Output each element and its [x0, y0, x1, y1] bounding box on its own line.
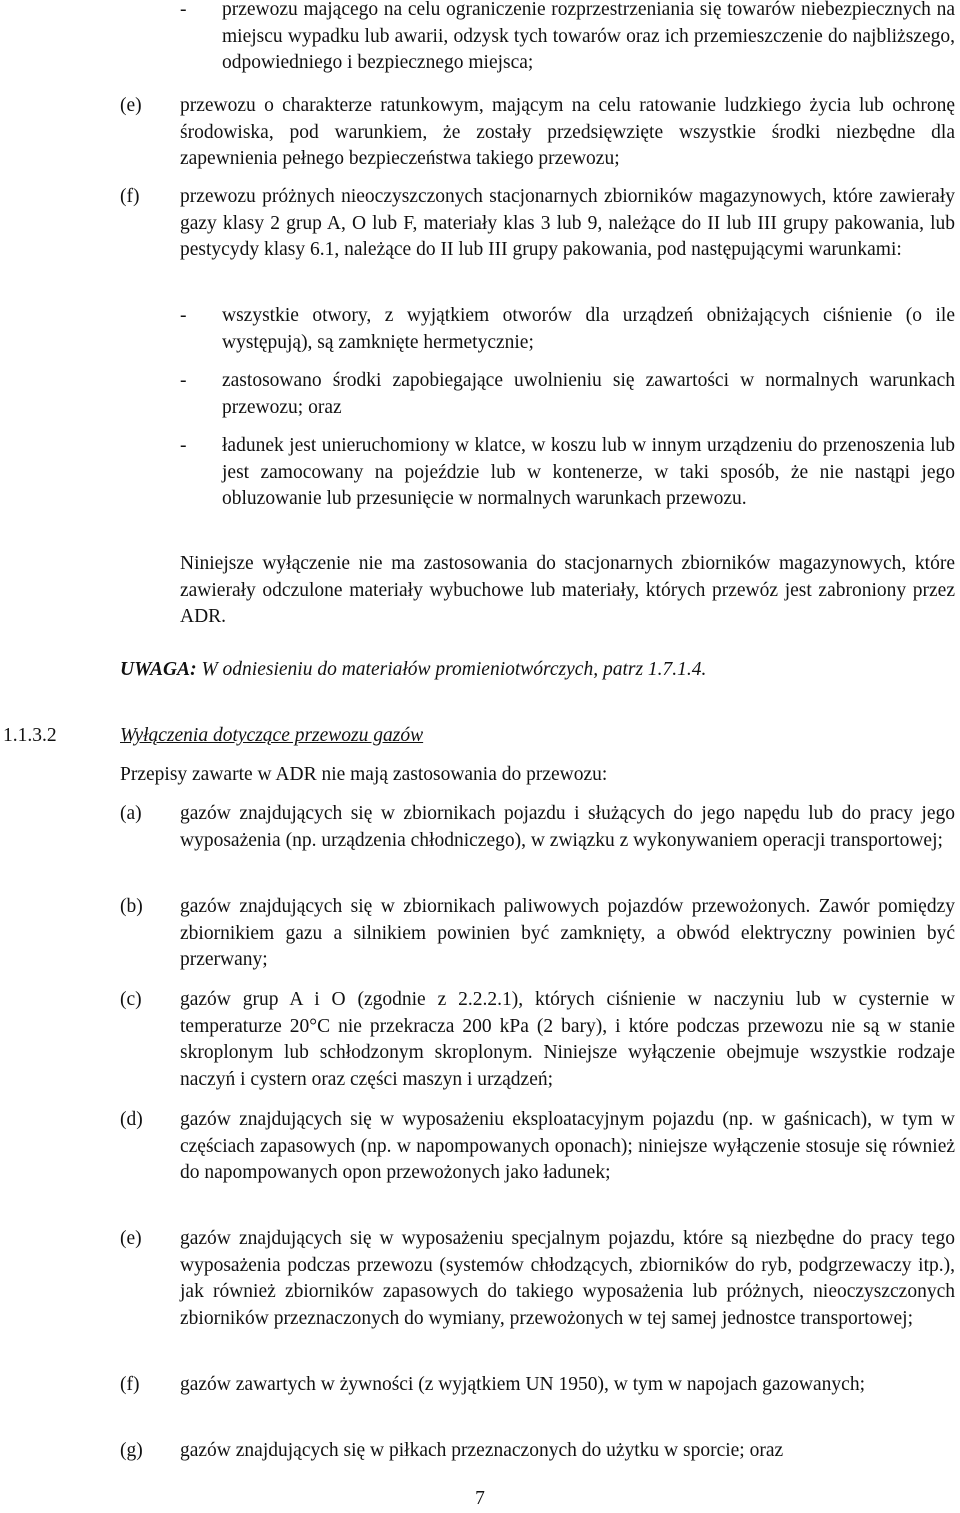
section-title: Wyłączenia dotyczące przewozu gazów [120, 725, 424, 746]
list-dash: - [180, 370, 187, 391]
list-label: (a) [120, 803, 142, 824]
list-item: gazów znajdujących się w zbiornikach paliwowych pojazdów przewożonych. Zawór pomiędzy zbiornikiem gazu a silnikiem powinien być zamknięty, a obwód elektryczny powinien być przerwany; [180, 896, 955, 970]
condition-item: ładunek jest unieruchomiony w klatce, w koszu lub w innym urządzeniu do przenoszenia lub jest zamocowany na pojeździe lub w kontenerze, w taki sposób, że nie nastąpi jego obluzowanie lub przesunięcie w normalnych warunkach przewozu. [222, 435, 955, 509]
list-label: (f) [120, 186, 140, 207]
note-text: W odniesieniu do materiałów promieniotwórczych, patrz 1.7.1.4. [201, 659, 707, 680]
list-label: (f) [120, 1374, 140, 1395]
note [120, 657, 955, 684]
condition-item: wszystkie otwory, z wyjątkiem otworów dla urządzeń obniżających ciśnienie (o ile występują), są zamknięte hermetycznie; [222, 305, 955, 353]
list-item: gazów znajdujących się w piłkach przeznaczonych do użytku w sporcie; oraz [180, 1440, 784, 1461]
list-dash: - [180, 305, 187, 326]
list-label: (e) [120, 95, 142, 116]
list-item: gazów zawartych w żywności (z wyjątkiem UN 1950), w tym w napojach gazowanych; [180, 1374, 865, 1395]
paragraph: przewozu o charakterze ratunkowym, mającym na celu ratowanie ludzkiego życia lub ochronę środowiska, pod warunkiem, że zostały przedsięwzięte wszystkie środki niezbędne dla zapewnienia pełnego bezpieczeństwa takiego przewozu; [180, 95, 955, 169]
list-item: gazów znajdujących się w wyposażeniu eksploatacyjnym pojazdu (np. w gaśnicach), w tym w częściach zapasowych (np. w napompowanych oponach); niniejsze wyłączenie stosuje się również do napompowanych opon przewożonych jako ładunek; [180, 1109, 955, 1183]
list-item: gazów znajdujących się w wyposażeniu specjalnym pojazdu, które są niezbędne do pracy tego wyposażenia podczas przewozu (systemów chłodzących, zbiorników do ryb, podgrzewaczy itp.), jak również zbiorników zapasowych do takiego wyposażenia lub próżnych, nieoczyszczonych zbiorników przeznaczonych do wymiany, przewożonych w tej samej jednostce transportowej; [180, 1228, 955, 1329]
condition-item: zastosowano środki zapobiegające uwolnieniu się zawartości w normalnych warunkach przewozu; oraz [222, 370, 955, 418]
page-number: 7 [475, 1488, 485, 1509]
list-item: gazów znajdujących się w zbiornikach pojazdu i służących do jego napędu lub do pracy jego wyposażenia (np. urządzenia chłodniczego), w związku z wykonywaniem operacji transportowej; [180, 803, 955, 851]
list-label: (e) [120, 1228, 142, 1249]
list-label: (g) [120, 1440, 143, 1461]
note-label: UWAGA: [120, 659, 197, 680]
section-intro: Przepisy zawarte w ADR nie mają zastosowania do przewozu: [120, 764, 608, 785]
paragraph: Niniejsze wyłączenie nie ma zastosowania do stacjonarnych zbiorników magazynowych, które zawierały odczulone materiały wybuchowe lub materiały, których przewóz jest zabroniony przez ADR. [180, 553, 955, 627]
list-dash: - [180, 0, 187, 20]
paragraph: przewozu mającego na celu ograniczenie rozprzestrzeniania się towarów niebezpiecznych na miejscu wypadku lub awarii, odzysk tych towarów oraz ich przemieszczenie do najbliższego, odpowiedniego i bezpiecznego miejsca; [222, 0, 955, 73]
list-item: gazów grup A i O (zgodnie z 2.2.2.1), których ciśnienie w naczyniu lub w cysternie w temperaturze 20°C nie przekracza 200 kPa (2 bary), i które podczas przewozu nie są w stanie skroplonym lub schłodzonym skroplonym. Niniejsze wyłączenie obejmuje wszystkie rodzaje naczyń i cystern oraz części maszyn i urządzeń; [180, 989, 955, 1090]
list-label: (d) [120, 1109, 143, 1130]
list-dash: - [180, 435, 187, 456]
list-label: (b) [120, 896, 143, 917]
list-label: (c) [120, 989, 142, 1010]
section-number: 1.1.3.2 [3, 725, 57, 746]
paragraph: przewozu próżnych nieoczyszczonych stacjonarnych zbiorników magazynowych, które zawierały gazy klasy 2 grup A, O lub F, materiały klas 3 lub 9, należące do II lub III grupy pakowania, lub pestycydy klasy 6.1, należące do II lub III grupy pakowania, pod następującymi warunkami: [180, 186, 955, 260]
